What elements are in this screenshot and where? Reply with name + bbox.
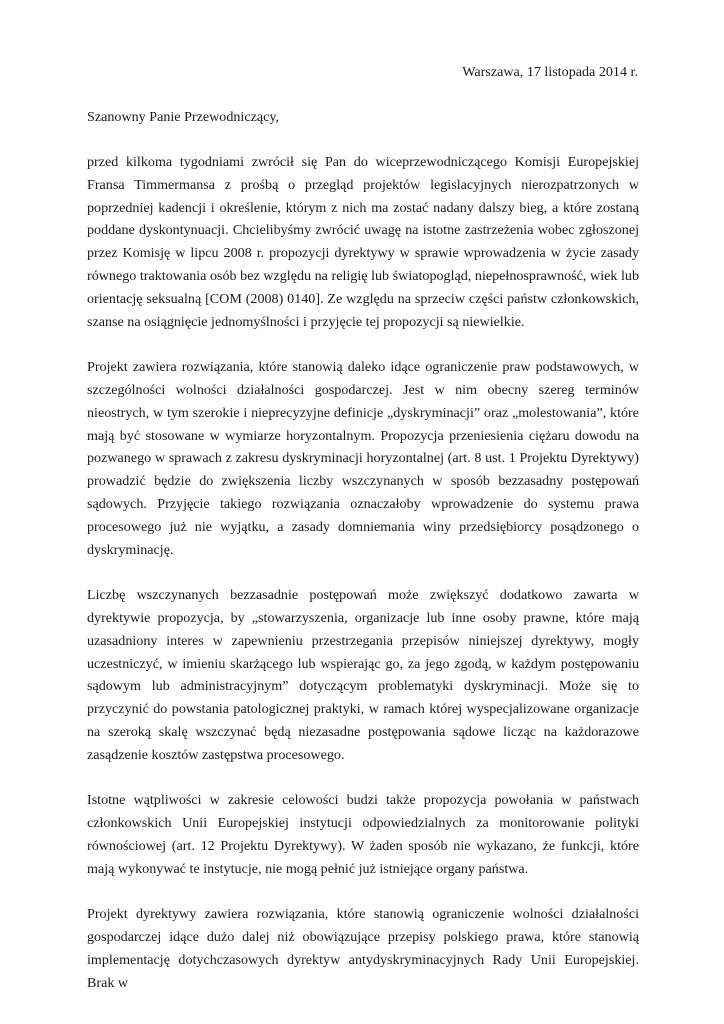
paragraph-4: Istotne wątpliwości w zakresie celowości budzi także propozycja powołania w państwach członkowskich Unii Europejskiej instytucji odpowiedzialnych za monitorowanie polityki równościowej (art. 12 Projektu Dyrektywy). W żaden sposób nie wykazano, że funkcji, które mają wykonywać te instytucje, nie mogą pełnić już istniejące organy państwa.	[87, 792, 639, 877]
letter-salutation: Szanowny Panie Przewodniczący,	[87, 109, 280, 125]
paragraph-5: Projekt dyrektywy zawiera rozwiązania, które stanowią ograniczenie wolności działalności gospodarczej idące dużo dalej niż obowiązujące przepisy polskiego prawa, które stanowią implementację dotychczasowych dyrektyw antydyskryminacyjnych Rady Unii Europejskiej. Brak w	[87, 906, 639, 991]
letter-date: Warszawa, 17 listopada 2014 r.	[462, 64, 638, 80]
paragraph-2: Projekt zawiera rozwiązania, które stanowią daleko idące ograniczenie praw podstawowych, w szczególności wolności działalności gospodarczej. Jest w nim obecny szereg terminów nieostrych, w tym szerokie i nieprecyzyjne definicje „dyskryminacji” oraz „molestowania”, które mają być stosowane w wymiarze horyzontalnym. Propozycja przeniesienia ciężaru dowodu na pozwanego w sprawach z zakresu dyskryminacji horyzontalnej (art. 8 ust. 1 Projektu Dyrektywy) prowadzić będzie do zwiększenia liczby wszczynanych w sposób bezzasadny postępowań sądowych. Przyjęcie takiego rozwiązania oznaczałoby wprowadzenie do systemu prawa procesowego już nie wyjątku, a zasady domniemania winy przedsiębiorcy posądzonego o dyskryminację.	[87, 359, 639, 558]
paragraph-3: Liczbę wszczynanych bezzasadnie postępowań może zwiększyć dodatkowo zawarta w dyrektywie propozycja, by „stowarzyszenia, organizacje lub inne osoby prawne, które mają uzasadniony interes w zapewnieniu przestrzegania przepisów niniejszej dyrektywy, mogły uczestniczyć, w imieniu skarżącego lub wspierając go, za jego zgodą, w każdym postępowaniu sądowym lub administracyjnym” dotyczącym problematyki dyskryminacji. Może się to przyczynić do powstania patologicznej praktyki, w ramach której wyspecjalizowane organizacje na szeroką skalę wszczynać będą niezasadne postępowania sądowe licząc na każdorazowe zasądzenie kosztów zastępstwa procesowego.	[87, 587, 639, 763]
letter-body	[87, 151, 639, 1017]
paragraph-1: przed kilkoma tygodniami zwrócił się Pan do wiceprzewodniczącego Komisji Europejskiej Fransa Timmermansa z prośbą o przegląd projektów legislacyjnych nierozpatrzonych w poprzedniej kadencji i określenie, którym z nich ma zostać nadany dalszy bieg, a które zostaną poddane dyskontynuacji. Chcielibyśmy zwrócić uwagę na istotne zastrzeżenia wobec zgłoszonej przez Komisję w lipcu 2008 r. propozycji dyrektywy w sprawie wprowadzenia w życie zasady równego traktowania osób bez względu na religię lub światopogląd, niepełnosprawność, wiek lub orientację seksualną [COM (2008) 0140]. Ze względu na sprzeciw części państw członkowskich, szanse na osiągnięcie jednomyślności i przyjęcie tej propozycji są niewielkie.	[87, 154, 639, 330]
